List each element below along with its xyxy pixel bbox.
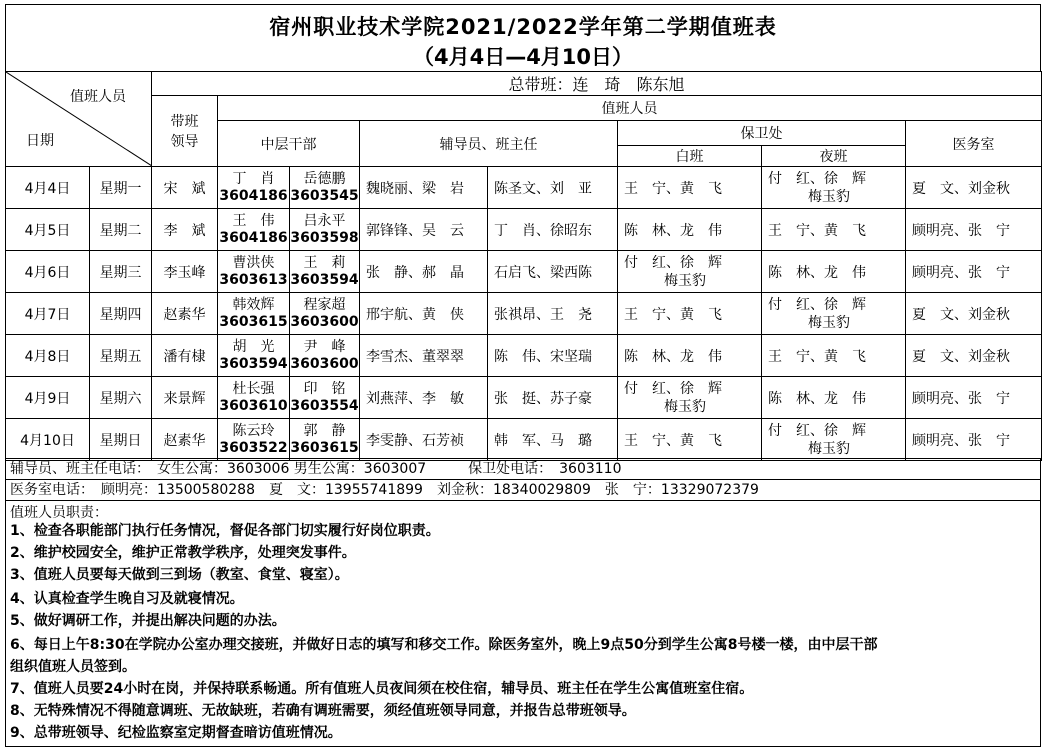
day-shift: 付 红、徐 辉 梅玉豹 (618, 377, 762, 419)
middle-cadre-1: 杜长强 3603610 (218, 377, 290, 419)
clinic-cell: 夏 文、刘金秋 (906, 335, 1042, 377)
middle-cadre-2: 尹 峰 3603600 (290, 335, 360, 377)
leader-cell: 潘有棣 (152, 335, 218, 377)
day-shift: 陈 林、龙 伟 (618, 335, 762, 377)
contact-info (5, 458, 1041, 501)
duty-item: 1、检查各职能部门执行任务情况，督促各部门切实履行好岗位职责。 (10, 523, 440, 539)
leader-cell: 李玉峰 (152, 251, 218, 293)
clinic-phone-line: 医务室电话： 顾明亮：13500580288 夏 文：13955741899 刘金秋：18340029809 张 宁：13329072379 (5, 480, 1041, 501)
duty-item: 2、维护校园安全，维护正常教学秩序，处理突发事件。 (10, 545, 356, 561)
middle-cadre-1: 韩效辉 3603615 (218, 293, 290, 335)
table-row (6, 209, 1042, 251)
diag-duty-label: 值班人员 (70, 89, 126, 105)
counselor-2: 陈 伟、宋坚瑞 (488, 335, 618, 377)
day-shift: 王 宁、黄 飞 (618, 419, 762, 461)
counselor-1: 李雪杰、董翠翠 (360, 335, 488, 377)
day-shift: 陈 林、龙 伟 (618, 209, 762, 251)
leader-cell: 来景辉 (152, 377, 218, 419)
date-cell: 4月6日 (6, 251, 90, 293)
duty-item: 3、值班人员要每天做到三到场（教室、食堂、寝室）。 (10, 567, 349, 583)
date-range: （4月4日—4月10日） (412, 45, 634, 69)
counselor-1: 刘燕萍、李 敏 (360, 377, 488, 419)
counselor-2: 韩 军、马 璐 (488, 419, 618, 461)
night-shift: 陈 林、龙 伟 (762, 251, 906, 293)
leader-cell: 宋 斌 (152, 167, 218, 209)
duty-roster-document (5, 4, 1041, 746)
day-shift: 王 宁、黄 飞 (618, 167, 762, 209)
duty-item: 9、总带班领导、纪检监察室定期督查暗访值班情况。 (10, 725, 342, 741)
night-shift: 付 红、徐 辉 梅玉豹 (762, 419, 906, 461)
weekday-cell: 星期一 (90, 167, 152, 209)
duties-title: 值班人员职责： (10, 505, 108, 521)
security-header: 保卫处 (618, 121, 906, 146)
weekday-cell: 星期五 (90, 335, 152, 377)
counselor-1: 李雯静、石芳祯 (360, 419, 488, 461)
night-shift-header: 夜班 (762, 146, 906, 167)
middle-cadre-header: 中层干部 (218, 121, 360, 167)
middle-cadre-2: 印 铭 3603554 (290, 377, 360, 419)
chief-duty: 总带班：连 琦 陈东旭 (152, 72, 1042, 96)
night-shift: 付 红、徐 辉 梅玉豹 (762, 293, 906, 335)
leader-cell: 李 斌 (152, 209, 218, 251)
clinic-cell: 顾明亮、张 宁 (906, 209, 1042, 251)
date-cell: 4月10日 (6, 419, 90, 461)
night-shift: 王 宁、黄 飞 (762, 209, 906, 251)
middle-cadre-1: 曹洪侠 3603613 (218, 251, 290, 293)
title-box (5, 4, 1041, 72)
table-row (6, 335, 1042, 377)
counselor-1: 张 静、郝 晶 (360, 251, 488, 293)
duty-person-header: 值班人员 (218, 96, 1042, 121)
clinic-cell: 顾明亮、张 宁 (906, 251, 1042, 293)
diag-date-label: 日期 (26, 133, 54, 149)
duty-item: 4、认真检查学生晚自习及就寝情况。 (10, 591, 244, 607)
counselor-2: 张 挺、苏子豪 (488, 377, 618, 419)
table-row (6, 377, 1042, 419)
weekday-cell: 星期日 (90, 419, 152, 461)
weekday-cell: 星期二 (90, 209, 152, 251)
duty-item: 组织值班人员签到。 (10, 659, 136, 675)
night-shift: 付 红、徐 辉 梅玉豹 (762, 167, 906, 209)
middle-cadre-2: 王 莉 3603594 (290, 251, 360, 293)
counselor-2: 张祺昂、王 尧 (488, 293, 618, 335)
day-shift-header: 白班 (618, 146, 762, 167)
date-cell: 4月4日 (6, 167, 90, 209)
middle-cadre-2: 岳德鹏 3603545 (290, 167, 360, 209)
date-cell: 4月8日 (6, 335, 90, 377)
night-shift: 陈 林、龙 伟 (762, 377, 906, 419)
counselor-header: 辅导员、班主任 (360, 121, 618, 167)
duty-item: 7、值班人员要24小时在岗，并保持联系畅通。所有值班人员夜间须在校住宿，辅导员、班主任在学生公寓值班室住宿。 (10, 681, 754, 697)
weekday-cell: 星期四 (90, 293, 152, 335)
middle-cadre-1: 王 伟 3604186 (218, 209, 290, 251)
middle-cadre-1: 丁 肖 3604186 (218, 167, 290, 209)
duty-item: 8、无特殊情况不得随意调班、无故缺班，若确有调班需要，须经值班领导同意，并报告总带班领导。 (10, 703, 636, 719)
clinic-cell: 夏 文、刘金秋 (906, 167, 1042, 209)
weekday-cell: 星期三 (90, 251, 152, 293)
leader-header: 带班 领导 (152, 96, 218, 167)
clinic-cell: 顾明亮、张 宁 (906, 419, 1042, 461)
middle-cadre-1: 陈云玲 3603522 (218, 419, 290, 461)
clinic-header: 医务室 (906, 121, 1042, 167)
counselor-1: 郭锋锋、吴 云 (360, 209, 488, 251)
document-title: 宿州职业技术学院2021/2022学年第二学期值班表 (269, 15, 777, 39)
table-row (6, 251, 1042, 293)
date-cell: 4月5日 (6, 209, 90, 251)
clinic-cell: 夏 文、刘金秋 (906, 293, 1042, 335)
middle-cadre-2: 程家超 3603600 (290, 293, 360, 335)
clinic-cell: 顾明亮、张 宁 (906, 377, 1042, 419)
table-row (6, 419, 1042, 461)
duties-section (5, 500, 1041, 747)
date-cell: 4月9日 (6, 377, 90, 419)
counselor-2: 石启飞、梁西陈 (488, 251, 618, 293)
leader-cell: 赵素华 (152, 419, 218, 461)
day-shift: 王 宁、黄 飞 (618, 293, 762, 335)
duty-item: 6、每日上午8:30在学院办公室办理交接班，并做好日志的填写和移交工作。除医务室外，晚上9点50分到学生公寓8号楼一楼，由中层干部 (10, 637, 878, 653)
middle-cadre-1: 胡 光 3603594 (218, 335, 290, 377)
diagonal-header-cell (6, 72, 152, 167)
middle-cadre-2: 郭 静 3603615 (290, 419, 360, 461)
counselor-2: 丁 肖、徐昭东 (488, 209, 618, 251)
middle-cadre-2: 吕永平 3603598 (290, 209, 360, 251)
counselor-2: 陈圣文、刘 亚 (488, 167, 618, 209)
night-shift: 王 宁、黄 飞 (762, 335, 906, 377)
counselor-1: 魏晓丽、梁 岩 (360, 167, 488, 209)
duty-item: 5、做好调研工作，并提出解决问题的办法。 (10, 613, 286, 629)
weekday-cell: 星期六 (90, 377, 152, 419)
table-row (6, 293, 1042, 335)
leader-cell: 赵素华 (152, 293, 218, 335)
table-row (6, 167, 1042, 209)
counselor-phone-line: 辅导员、班主任电话： 女生公寓：3603006 男生公寓：3603007 保卫处电话： 3603110 (5, 458, 1041, 480)
day-shift: 付 红、徐 辉 梅玉豹 (618, 251, 762, 293)
duty-table (5, 71, 1042, 461)
date-cell: 4月7日 (6, 293, 90, 335)
counselor-1: 邢宇航、黄 侠 (360, 293, 488, 335)
